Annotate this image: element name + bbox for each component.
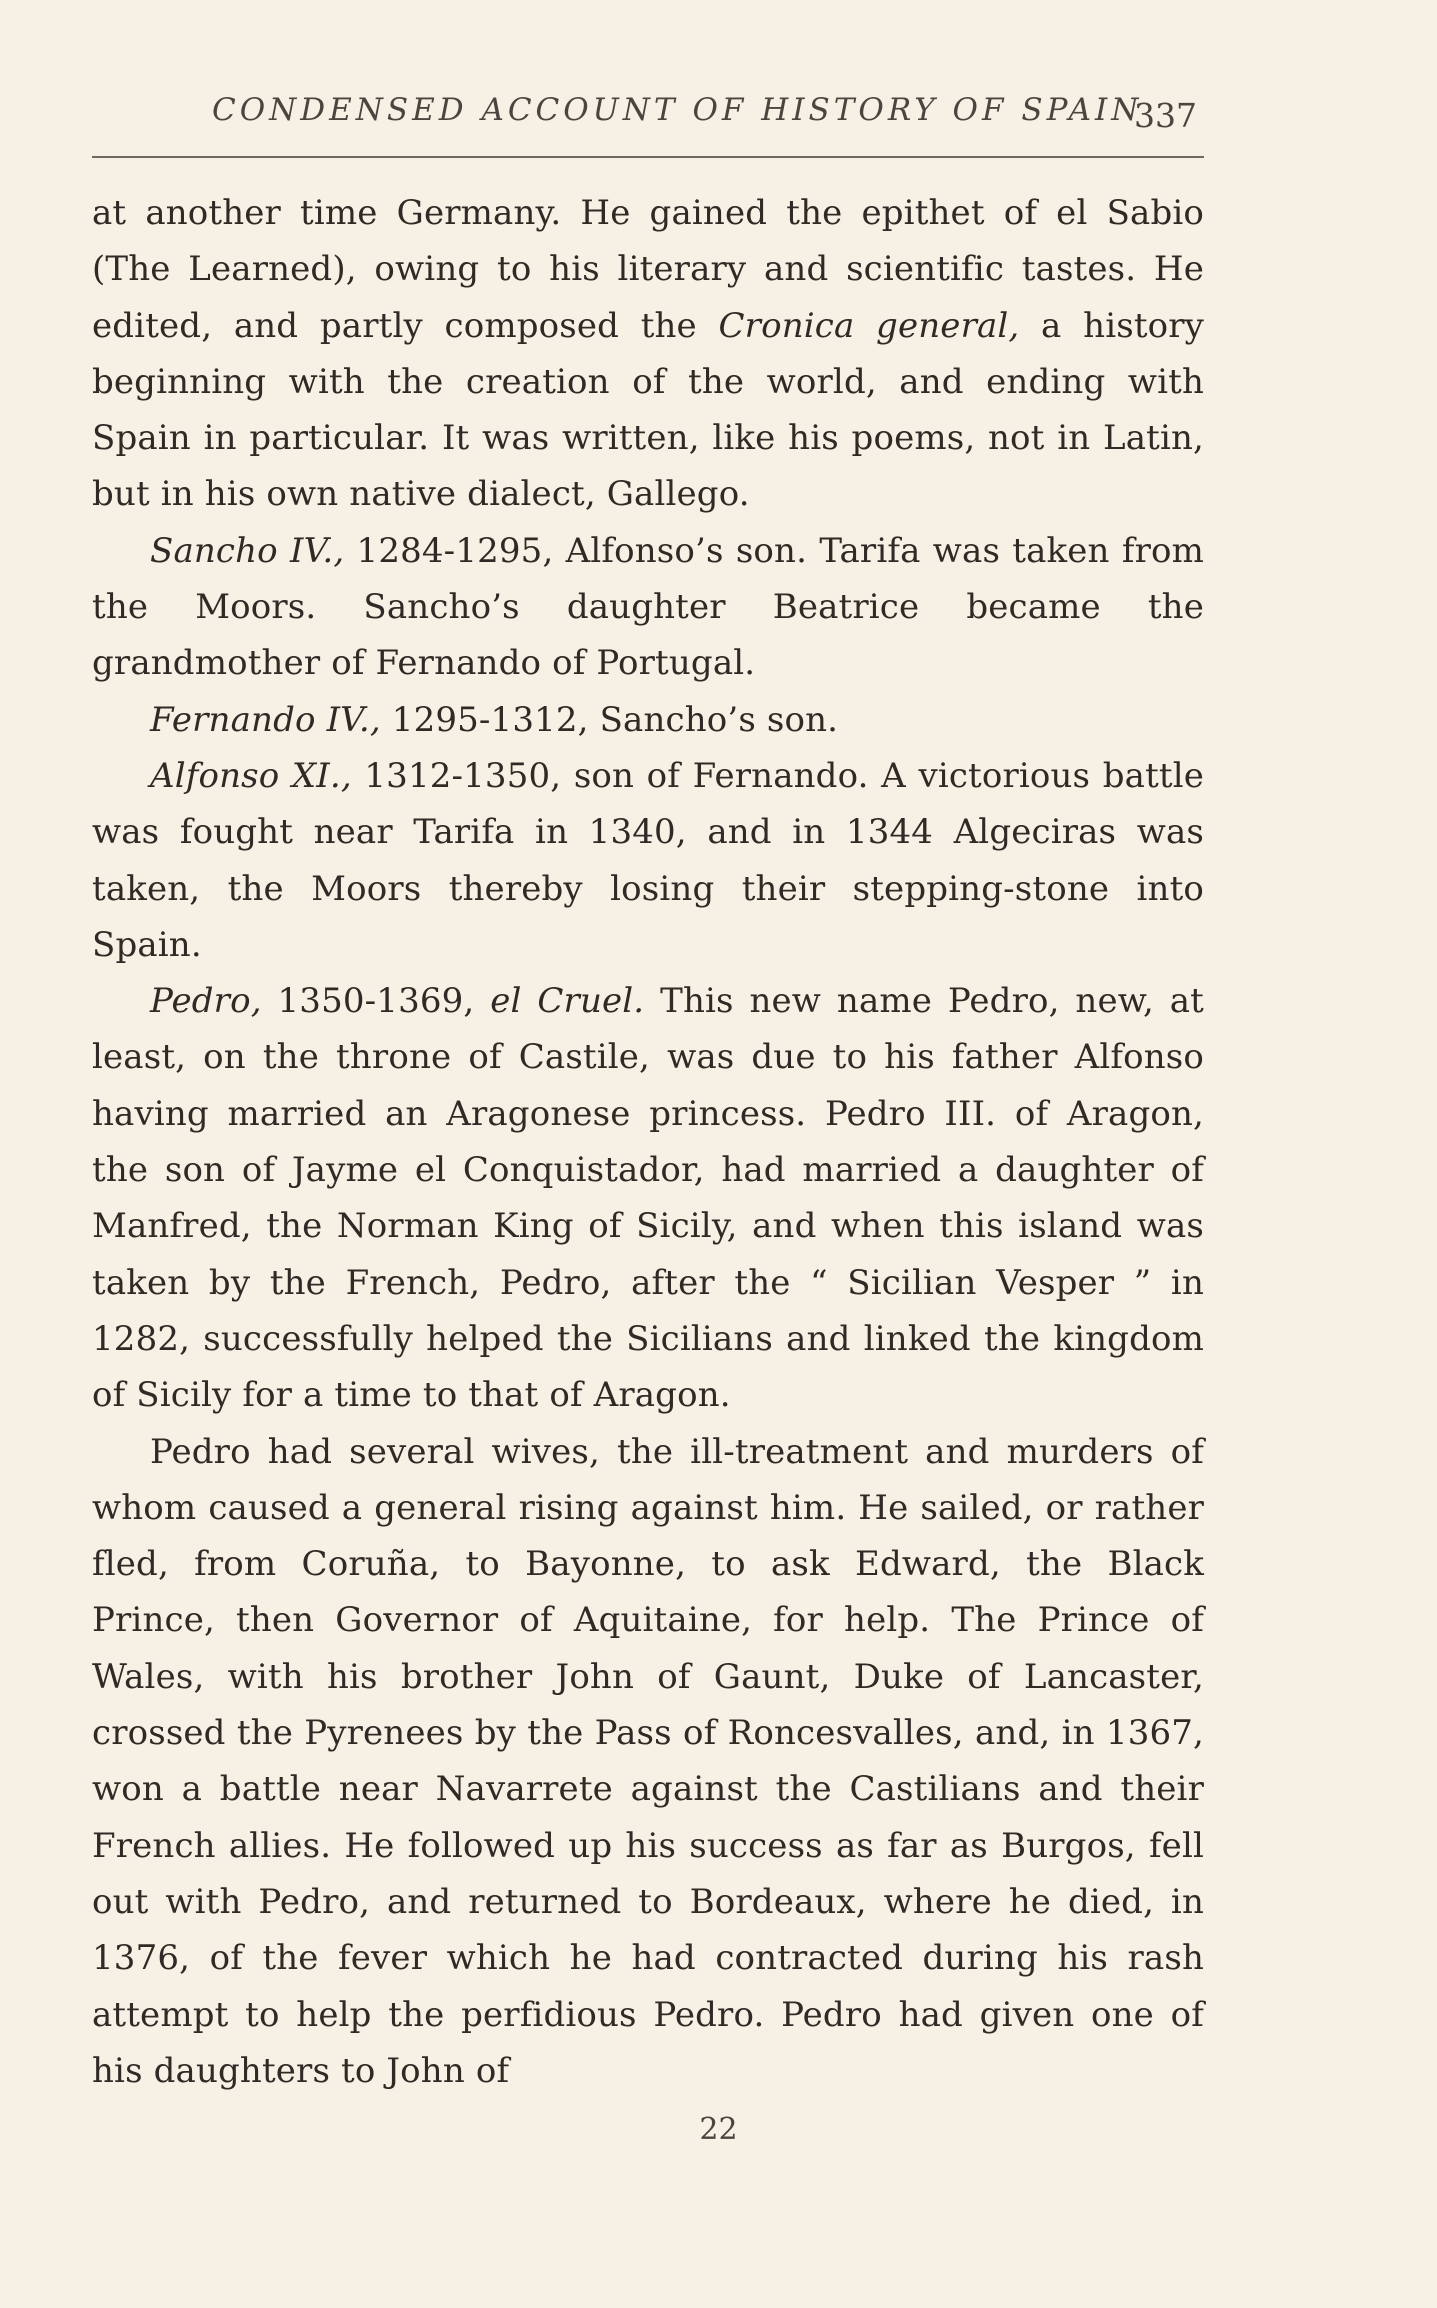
paragraph-3-run-2: 1295-1312, Sancho’s son. — [380, 699, 839, 740]
paragraph-2-run-1: Sancho IV., — [150, 530, 345, 571]
paragraph-4-run-2: 1312-1350, son of Fernando. A victorious battle was fought near Tarifa in 1340, and in 1344 Algeciras was taken, the Moors thereby losing their stepping-stone into Spain. — [92, 755, 1204, 965]
header-rule — [92, 156, 1204, 158]
paragraph-6-run-1: Pedro had several wives, the ill-treatment and murders of whom caused a general rising against him. He sailed, or rather fled, from Coruña, to Bayonne, to ask Edward, the Black Prince, then Governor of Aquitaine, for help. The Prince of Wales, with his brother John of Gaunt, Duke of Lancaster, crossed the Pyrenees by the Pass of Roncesvalles, and, in 1367, won a battle near Navarrete against the Castilians and their French allies. He followed up his success as far as Burgos, fell out with Pedro, and returned to Bordeaux, where he died, in 1376, of the fever which he had contracted during his rash attempt to help the perfidious Pedro. Pedro had given one of his daughters to John of — [92, 1431, 1204, 2091]
paragraph-3 — [92, 692, 1204, 748]
paragraph-4 — [92, 748, 1204, 973]
body-text — [92, 185, 1204, 2099]
signature-mark: 22 — [699, 2112, 738, 2147]
paragraph-5-run-1: Pedro, — [150, 981, 262, 1022]
paragraph-5 — [92, 973, 1204, 1423]
paragraph-5-run-4: This new name Pedro, new, at least, on the throne of Castile, was due to his father Alfonso having married an Aragonese princess. Pedro III. of Aragon, the son of Jayme el Conquistador, had married a daughter of Manfred, the Norman King of Sicily, and when this island was taken by the French, Pedro, after the “ Sicilian Vesper ” in 1282, successfully helped the Sicilians and linked the kingdom of Sicily for a time to that of Aragon. — [92, 981, 1204, 1416]
paragraph-5-run-2: 1350-1369, — [261, 981, 491, 1022]
paragraph-4-run-1: Alfonso XI., — [150, 755, 352, 796]
paragraph-1-run-3: a history beginning with the creation of the world, and ending with Spain in particular. It was written, like his poems, not in Latin, but in his own native dialect, Gallego. — [92, 305, 1205, 515]
paragraph-5-run-3: el Cruel. — [490, 981, 645, 1022]
paragraph-3-run-1: Fernando IV., — [150, 699, 381, 740]
page-header — [92, 86, 1207, 146]
page-number: 337 — [1134, 96, 1197, 135]
paragraph-2-run-2: 1284-1295, Alfonso’s son. Tarifa was taken from the Moors. Sancho’s daughter Beatrice became the grandmother of Fernando of Portugal. — [92, 530, 1205, 684]
paragraph-1 — [92, 185, 1204, 523]
running-head: CONDENSED ACCOUNT OF HISTORY OF SPAIN — [212, 92, 1143, 128]
paragraph-6 — [92, 1424, 1204, 2100]
paragraph-1-run-1: at another time Germany. He gained the epithet of el Sabio (The Learned), owing to his literary and scientific tastes. He edited, and partly composed the — [92, 193, 1204, 346]
paragraph-2 — [92, 523, 1204, 692]
paragraph-1-run-2: Cronica general, — [718, 305, 1020, 346]
